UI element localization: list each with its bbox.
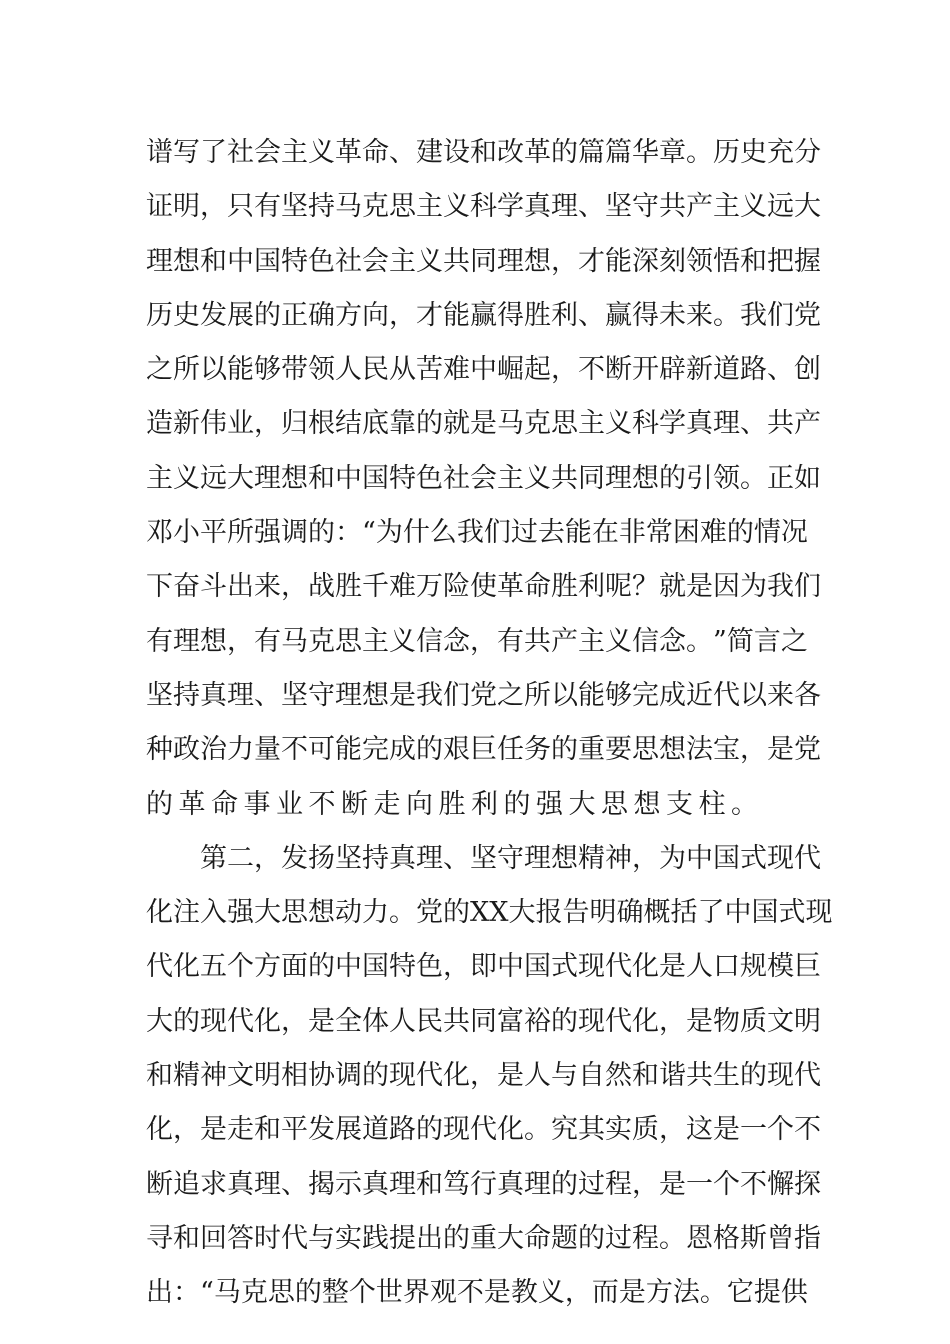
text-line: 造 新 伟 业 ， 归 根 结 底 靠 的 就 是 马 克 思 主 义 科 学 真 理 、 共 产 <box>146 408 821 440</box>
text-line: 有 理 想 ， 有 马 克 思 主 义 信 念 ， 有 共 产 主 义 信 念 。 ” 简 言 之 <box>146 625 808 657</box>
text-line: 理 想 和 中 国 特 色 社 会 主 义 共 同 理 想 ， 才 能 深 刻 领 悟 和 把 握 <box>146 245 821 277</box>
body-text <box>146 126 833 1321</box>
text-line: 谱 写 了 社 会 主 义 革 命 、 建 设 和 改 革 的 篇 篇 华 章 。 历 史 充 分 <box>146 137 821 168</box>
text-line: 种 政 治 力 量 不 可 能 完 成 的 艰 巨 任 务 的 重 要 思 想 法 宝 ， 是 党 <box>146 734 821 766</box>
text-line: 的革命事业不断走向胜利的强大思想支柱。 <box>146 788 764 820</box>
text-line: 和 精 神 文 明 相 协 调 的 现 代 化 ， 是 人 与 自 然 和 谐 共 生 的 现 代 <box>146 1060 821 1092</box>
text-line: 大 的 现 代 化 ， 是 全 体 人 民 共 同 富 裕 的 现 代 化 ， 是 物 质 文 明 <box>146 1005 821 1037</box>
paragraph-first-line: 第 二 ， 发 扬 坚 持 真 理 、 坚 守 理 想 精 神 ， 为 中 国 式 现 代 <box>200 842 821 874</box>
text-line: 历 史 发 展 的 正 确 方 向 ， 才 能 赢 得 胜 利 、 赢 得 未 来 。 我 们 党 <box>146 299 821 331</box>
text-line: 化 ， 是 走 和 平 发 展 道 路 的 现 代 化 。 究 其 实 质 ， 这 是 一 个 不 <box>146 1114 821 1146</box>
text-line: 之 所 以 能 够 带 领 人 民 从 苦 难 中 崛 起 ， 不 断 开 辟 新 道 路 、 创 <box>146 354 821 386</box>
text-line: 断 追 求 真 理 、 揭 示 真 理 和 笃 行 真 理 的 过 程 ， 是 一 个 不 懈 探 <box>146 1168 821 1200</box>
text-line: 出 ： “ 马 克 思 的 整 个 世 界 观 不 是 教 义 ， 而 是 方 法 。 它 提 供 <box>146 1277 808 1309</box>
text-line: 代 化 五 个 方 面 的 中 国 特 色 ， 即 中 国 式 现 代 化 是 人 口 规 模 巨 <box>146 951 821 983</box>
text-line: 寻 和 回 答 时 代 与 实 践 提 出 的 重 大 命 题 的 过 程 。 恩 格 斯 曾 指 <box>146 1222 821 1254</box>
text-line: 邓 小 平 所 强 调 的 ： “ 为 什 么 我 们 过 去 能 在 非 常 困 难 的 情 况 <box>146 517 808 549</box>
text-line: 主 义 远 大 理 想 和 中 国 特 色 社 会 主 义 共 同 理 想 的 引 领 。 正 如 <box>146 462 821 494</box>
text-line: 证 明 ， 只 有 坚 持 马 克 思 主 义 科 学 真 理 、 坚 守 共 产 主 义 远 大 <box>146 191 821 223</box>
text-line: 坚 持 真 理 、 坚 守 理 想 是 我 们 党 之 所 以 能 够 完 成 近 代 以 来 各 <box>146 679 821 711</box>
text-line: 下 奋 斗 出 来 ， 战 胜 千 难 万 险 使 革 命 胜 利 呢 ？ 就 是 因 为 我 们 <box>146 571 821 603</box>
text-line: 化 注 入 强 大 思 想 动 力 。 党 的 X X 大 报 告 明 确 概 括 了 中 国 式 现 <box>146 897 833 929</box>
